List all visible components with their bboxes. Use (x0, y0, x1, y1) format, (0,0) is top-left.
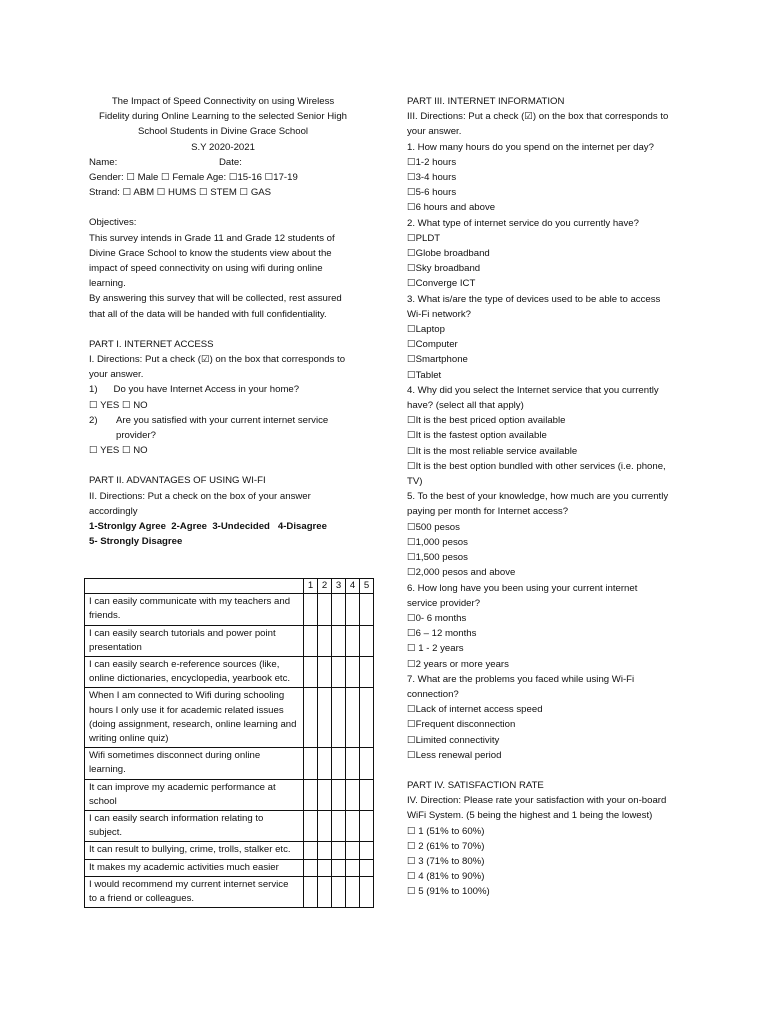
rating-cell[interactable] (360, 811, 374, 842)
checkbox-option[interactable]: ☐Tablet (407, 369, 442, 381)
rating-cell[interactable] (360, 842, 374, 859)
part3-questions (407, 140, 669, 763)
right-column (407, 94, 669, 900)
checkbox-option[interactable]: ☐It is the most reliable service available (407, 445, 578, 457)
part3-question: 5. To the best of your knowledge, how much are you currently paying per month for Internet access? (407, 491, 669, 518)
table-row (85, 594, 374, 625)
checkbox-option[interactable]: ☐Laptop (407, 324, 445, 336)
name-date-row (89, 155, 357, 170)
rating-cell[interactable] (346, 876, 360, 907)
part3-heading: PART III. INTERNET INFORMATION (407, 96, 565, 107)
rating-cell[interactable] (318, 842, 332, 859)
rating-cell[interactable] (304, 779, 318, 810)
date-field[interactable]: Date: (219, 156, 242, 168)
rating-cell[interactable] (360, 625, 374, 656)
rating-header-cell: 4 (346, 579, 360, 594)
part2-heading: PART II. ADVANTAGES OF USING WI-FI (89, 475, 266, 487)
rating-cell[interactable] (346, 657, 360, 688)
rating-cell[interactable] (332, 594, 346, 625)
statement-header-cell (85, 579, 304, 594)
table-row (85, 859, 374, 876)
left-column (89, 94, 357, 549)
rating-header-cell: 5 (360, 579, 374, 594)
part4-heading: PART IV. SATISFACTION RATE (407, 779, 544, 791)
name-field[interactable]: Name: (89, 156, 118, 168)
statement-cell: It makes my academic activities much easier (85, 859, 304, 876)
checkbox-option[interactable]: ☐Computer (407, 339, 458, 351)
checkbox-option[interactable]: ☐Less renewal period (407, 749, 502, 761)
checkbox-option[interactable]: ☐PLDT (407, 232, 441, 244)
rating-cell[interactable] (318, 859, 332, 876)
rating-cell[interactable] (332, 688, 346, 748)
rating-cell[interactable] (318, 625, 332, 656)
checkbox-option[interactable]: ☐2 years or more years (407, 658, 509, 670)
rating-header-cell: 1 (304, 579, 318, 594)
part1-q2-options[interactable]: ☐ YES ☐ NO (89, 445, 148, 457)
rating-cell[interactable] (360, 748, 374, 779)
rating-cell[interactable] (332, 657, 346, 688)
checkbox-option[interactable]: ☐5-6 hours (407, 187, 457, 199)
table-row (85, 688, 374, 748)
table-header-row (85, 579, 374, 594)
rating-cell[interactable] (332, 842, 346, 859)
checkbox-option[interactable]: ☐500 pesos (407, 521, 460, 533)
checkbox-option[interactable]: ☐1-2 hours (407, 156, 457, 168)
rating-cell[interactable] (332, 779, 346, 810)
rating-cell[interactable] (332, 811, 346, 842)
part1-heading: PART I. INTERNET ACCESS (89, 338, 214, 350)
table-row (85, 811, 374, 842)
part3-question: 7. What are the problems you faced while using Wi-Fi connection? (407, 673, 635, 700)
table-row (85, 842, 374, 859)
checkbox-option[interactable]: ☐It is the best option bundled with other services (i.e. phone, TV) (407, 460, 666, 488)
statement-cell: It can improve my academic performance at school (85, 779, 304, 810)
rating-table (84, 578, 374, 908)
gender-age-row[interactable]: Gender: ☐ Male ☐ Female Age: ☐15-16 ☐17-19 (89, 172, 298, 184)
part4-directions: IV. Direction: Please rate your satisfaction with your on-board WiFi System. (5 being the highest and 1 being the lowest) (407, 795, 667, 822)
rating-cell[interactable] (304, 688, 318, 748)
part1-directions: I. Directions: Put a check (☑) on the box that corresponds to your answer. (89, 354, 346, 381)
rating-checkbox-option[interactable]: ☐ 3 (71% to 80%) (407, 855, 485, 867)
rating-cell[interactable] (318, 876, 332, 907)
rating-cell[interactable] (346, 811, 360, 842)
rating-cell[interactable] (318, 779, 332, 810)
rating-cell[interactable] (304, 748, 318, 779)
statement-cell: I can easily search tutorials and power point presentation (85, 625, 304, 656)
checkbox-option[interactable]: ☐Sky broadband (407, 263, 481, 275)
rating-cell[interactable] (346, 625, 360, 656)
checkbox-option[interactable]: ☐Lack of internet access speed (407, 704, 543, 716)
rating-cell[interactable] (332, 876, 346, 907)
checkbox-option[interactable]: ☐Frequent disconnection (407, 719, 516, 731)
objectives-heading: Objectives: (89, 217, 137, 229)
part3-question: 4. Why did you select the Internet service that you currently have? (select all that apply) (407, 384, 659, 412)
strand-row[interactable]: Strand: ☐ ABM ☐ HUMS ☐ STEM ☐ GAS (89, 187, 272, 199)
statement-cell: I would recommend my current internet service to a friend or colleagues. (85, 876, 304, 907)
checkbox-option[interactable]: ☐Globe broadband (407, 248, 490, 260)
rating-header-cell: 2 (318, 579, 332, 594)
rating-cell[interactable] (332, 625, 346, 656)
rating-cell[interactable] (304, 876, 318, 907)
rating-cell[interactable] (332, 748, 346, 779)
objectives-para-2: By answering this survey that will be collected, rest assured that all of the data will be handed with full confidentiality. (89, 293, 342, 320)
statement-cell: I can easily search e-reference sources (like, online dictionaries, encyclopedia, yearbook etc. (85, 657, 304, 688)
rating-cell[interactable] (318, 811, 332, 842)
objectives-para-1: This survey intends in Grade 11 and Grade 12 students of Divine Grace School to know the students view about the impact of speed connectivity on using wifi during online learning. (89, 232, 335, 290)
checkbox-option[interactable]: ☐Smartphone (407, 354, 468, 366)
rating-cell[interactable] (360, 779, 374, 810)
rating-cell[interactable] (360, 876, 374, 907)
checkbox-option[interactable]: ☐1,000 pesos (407, 536, 468, 548)
rating-cell[interactable] (318, 748, 332, 779)
part3-directions: III. Directions: Put a check (☑) on the box that corresponds to your answer. (407, 111, 669, 138)
checkbox-option[interactable]: ☐Converge ICT (407, 278, 476, 290)
rating-cell[interactable] (304, 859, 318, 876)
rating-checkbox-option[interactable]: ☐ 1 (51% to 60%) (407, 825, 485, 837)
part3-question: 6. How long have you been using your current internet service provider? (407, 582, 638, 609)
part3-question: 3. What is/are the type of devices used to be able to access Wi-Fi network? (407, 293, 661, 320)
rating-cell[interactable] (346, 688, 360, 748)
rating-header-cell: 3 (332, 579, 346, 594)
statement-cell: I can easily communicate with my teachers and friends. (85, 594, 304, 625)
rating-checkbox-option[interactable]: ☐ 4 (81% to 90%) (407, 871, 485, 883)
statement-cell: When I am connected to Wifi during schooling hours I only use it for academic related issues (doing assignment, research, online learning and writing online quiz) (85, 688, 304, 748)
checkbox-option[interactable]: ☐It is the fastest option available (407, 430, 547, 442)
rating-cell[interactable] (360, 657, 374, 688)
table-row (85, 876, 374, 907)
rating-checkbox-option[interactable]: ☐ 2 (61% to 70%) (407, 840, 485, 852)
rating-cell[interactable] (346, 779, 360, 810)
checkbox-option[interactable]: ☐0- 6 months (407, 612, 467, 624)
rating-cell[interactable] (332, 859, 346, 876)
checkbox-option[interactable]: ☐3-4 hours (407, 172, 457, 184)
part2-directions: II. Directions: Put a check on the box of your answer accordingly (89, 490, 311, 517)
part3-question: 2. What type of internet service do you currently have? (407, 217, 639, 229)
rating-cell[interactable] (346, 594, 360, 625)
rating-cell[interactable] (346, 842, 360, 859)
title-line: The Impact of Speed Connectivity on using Wireless (111, 96, 335, 107)
part1-question-1: 1) Do you have Internet Access in your home? (89, 384, 300, 396)
statement-cell: Wifi sometimes disconnect during online learning. (85, 748, 304, 779)
survey-title (89, 94, 357, 155)
part3-question: 1. How many hours do you spend on the internet per day? (407, 141, 654, 153)
statement-cell: I can easily search information relating to subject. (85, 811, 304, 842)
checkbox-option[interactable]: ☐ 1 - 2 years (407, 643, 464, 655)
checkbox-option[interactable]: ☐Limited connectivity (407, 734, 500, 746)
checkbox-option[interactable]: ☐6 hours and above (407, 202, 496, 214)
rating-cell[interactable] (360, 594, 374, 625)
title-line: Fidelity during Online Learning to the selected Senior High (99, 111, 347, 123)
table-row (85, 779, 374, 810)
rating-cell[interactable] (304, 811, 318, 842)
table-row (85, 657, 374, 688)
rating-checkbox-option[interactable]: ☐ 5 (91% to 100%) (407, 886, 490, 898)
rating-cell[interactable] (346, 748, 360, 779)
rating-cell[interactable] (360, 859, 374, 876)
rating-cell[interactable] (304, 594, 318, 625)
title-line: School Students in Divine Grace School (137, 126, 309, 138)
part2-scale-line-1: 1-Stronlgy Agree 2-Agree 3-Undecided 4-Disagree (89, 521, 327, 533)
part1-q2-text: Are you satisfied with your current internet service provider? (116, 414, 329, 442)
part2-scale-line-2: 5- Strongly Disagree (89, 536, 183, 548)
rating-cell[interactable] (304, 625, 318, 656)
table-row (85, 748, 374, 779)
part4-options (407, 824, 669, 900)
rating-cell[interactable] (360, 688, 374, 748)
rating-cell[interactable] (318, 594, 332, 625)
statement-cell: It can result to bullying, crime, trolls, stalker etc. (85, 842, 304, 859)
rating-cell[interactable] (346, 859, 360, 876)
school-year: S.Y 2020-2021 (191, 141, 255, 153)
rating-cell[interactable] (318, 657, 332, 688)
table-row (85, 625, 374, 656)
checkbox-option[interactable]: ☐1,500 pesos (407, 552, 468, 564)
rating-cell[interactable] (304, 842, 318, 859)
checkbox-option[interactable]: ☐2,000 pesos and above (407, 567, 516, 579)
rating-cell[interactable] (304, 657, 318, 688)
checkbox-option[interactable]: ☐6 – 12 months (407, 628, 477, 640)
checkbox-option[interactable]: ☐It is the best priced option available (407, 415, 566, 427)
rating-cell[interactable] (318, 688, 332, 748)
part1-question-2: 2) Are you satisfied with your current internet service provider? (89, 413, 357, 443)
part1-q1-options[interactable]: ☐ YES ☐ NO (89, 399, 148, 411)
